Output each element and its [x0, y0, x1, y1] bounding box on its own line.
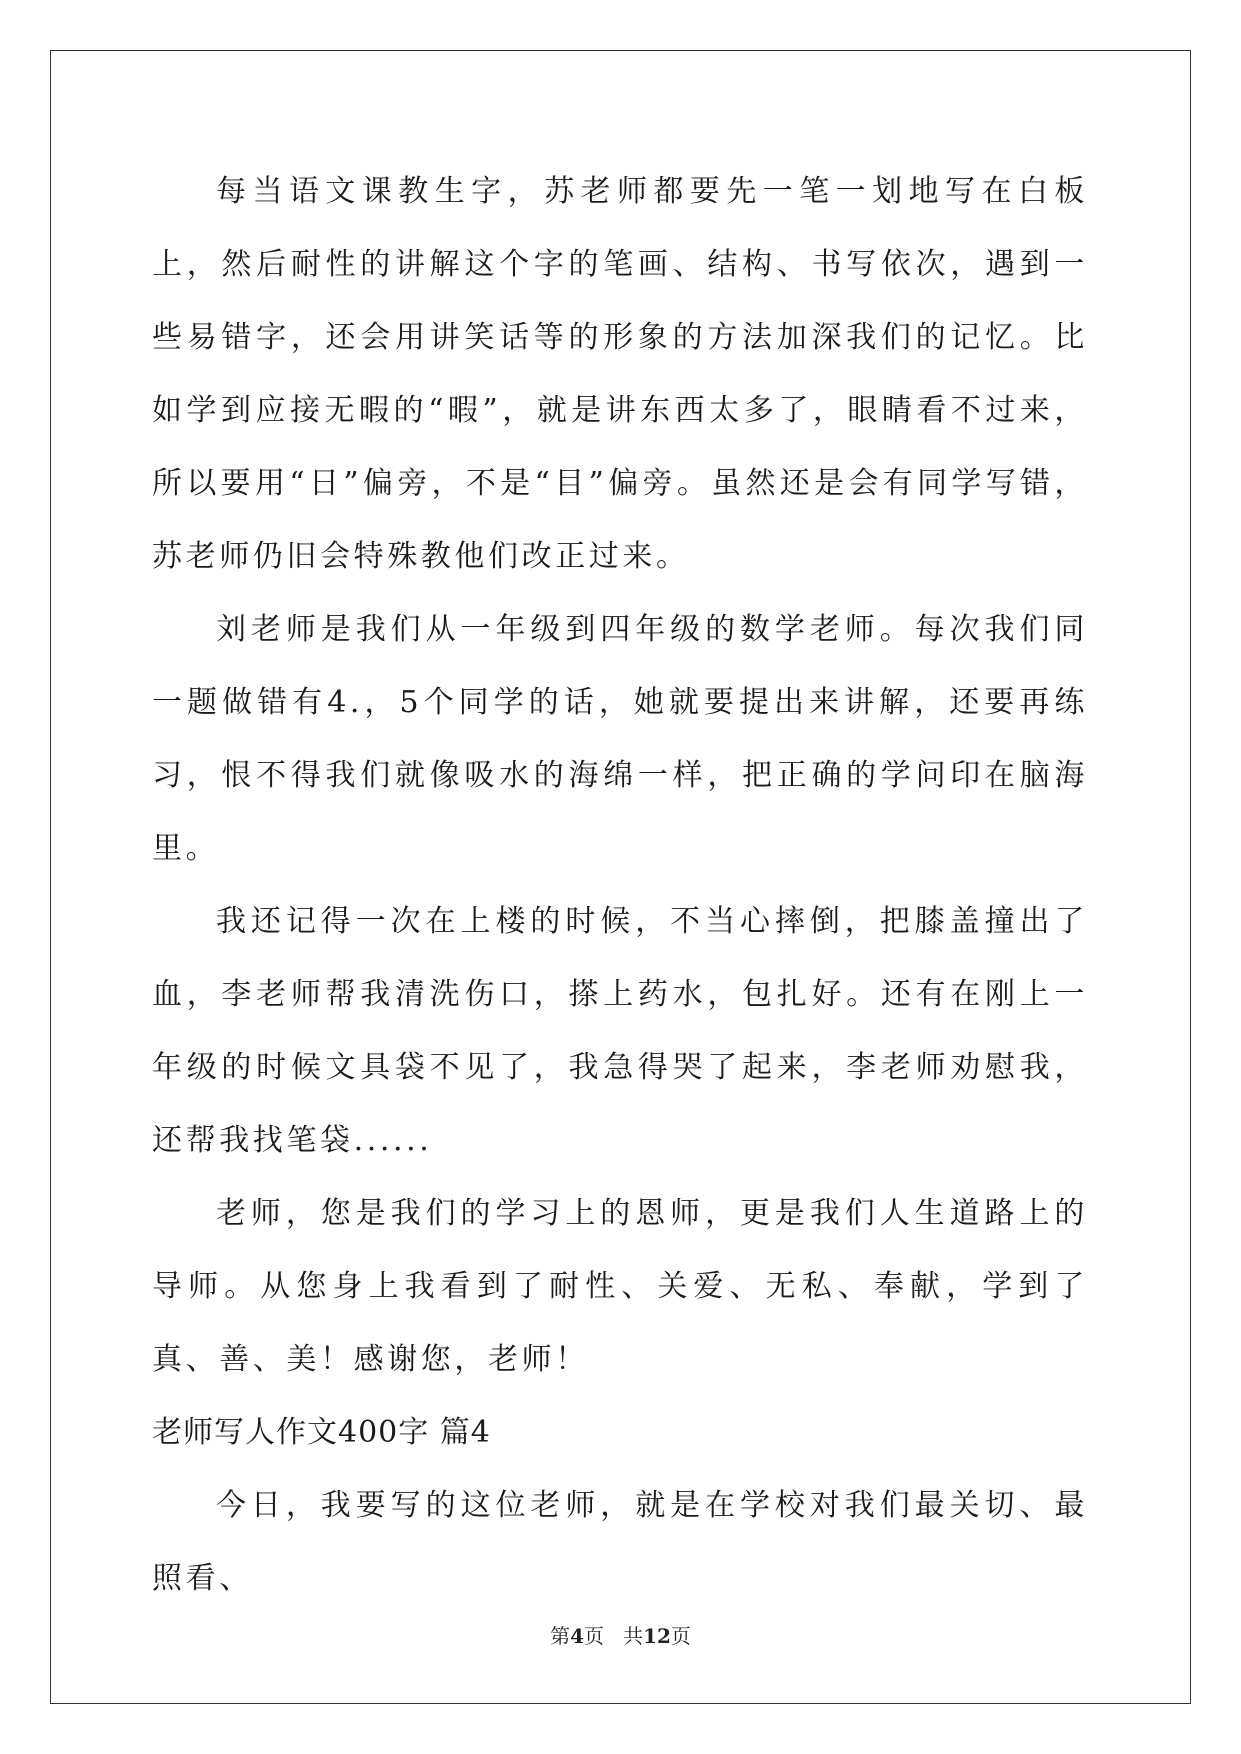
- paragraph-su-teacher: 每当语文课教生字，苏老师都要先一笔一划地写在白板上，然后耐性的讲解这个字的笔画、结构、书写依次，遇到一些易错字，还会用讲笑话等的形象的方法加深我们的记忆。比如学到应接无暇的“暇”，就是讲东西太多了，眼睛看不过来，所以要用“日”偏旁，不是“目”偏旁。虽然还是会有同学写错，苏老师仍旧会特殊教他们改正过来。: [152, 174, 1088, 574]
- paragraph-article-4-start: 今日，我要写的这位老师，就是在学校对我们最关切、最照看、: [152, 1488, 1088, 1596]
- document-body: [152, 155, 1088, 1615]
- footer-prefix: 第: [550, 1624, 571, 1648]
- paragraph-liu-teacher: 刘老师是我们从一年级到四年级的数学老师。每次我们同一题做错有4.，5个同学的话，她就要提出来讲解，还要再练习，恨不得我们就像吸水的海绵一样，把正确的学问印在脑海里。: [152, 612, 1088, 866]
- footer-total-suffix: 页: [670, 1624, 691, 1648]
- footer-total-pages: 12: [643, 1624, 671, 1648]
- page-footer: [0, 1620, 1241, 1649]
- footer-total-prefix: 共: [623, 1624, 644, 1648]
- section-heading: 老师写人作文400字 篇4: [152, 1415, 491, 1450]
- paragraph-thanks: 老师，您是我们的学习上的恩师，更是我们人生道路上的导师。从您身上我看到了耐性、关爱、无私、奉献，学到了真、善、美！感谢您，老师！: [152, 1196, 1088, 1377]
- footer-page-suffix: 页: [584, 1624, 604, 1648]
- paragraph-li-teacher: 我还记得一次在上楼的时候，不当心摔倒，把膝盖撞出了血，李老师帮我清洗伤口，搽上药水，包扎好。还有在刚上一年级的时候文具袋不见了，我急得哭了起来，李老师劝慰我，还帮我找笔袋......: [152, 904, 1088, 1158]
- footer-page-number: 4: [570, 1624, 584, 1648]
